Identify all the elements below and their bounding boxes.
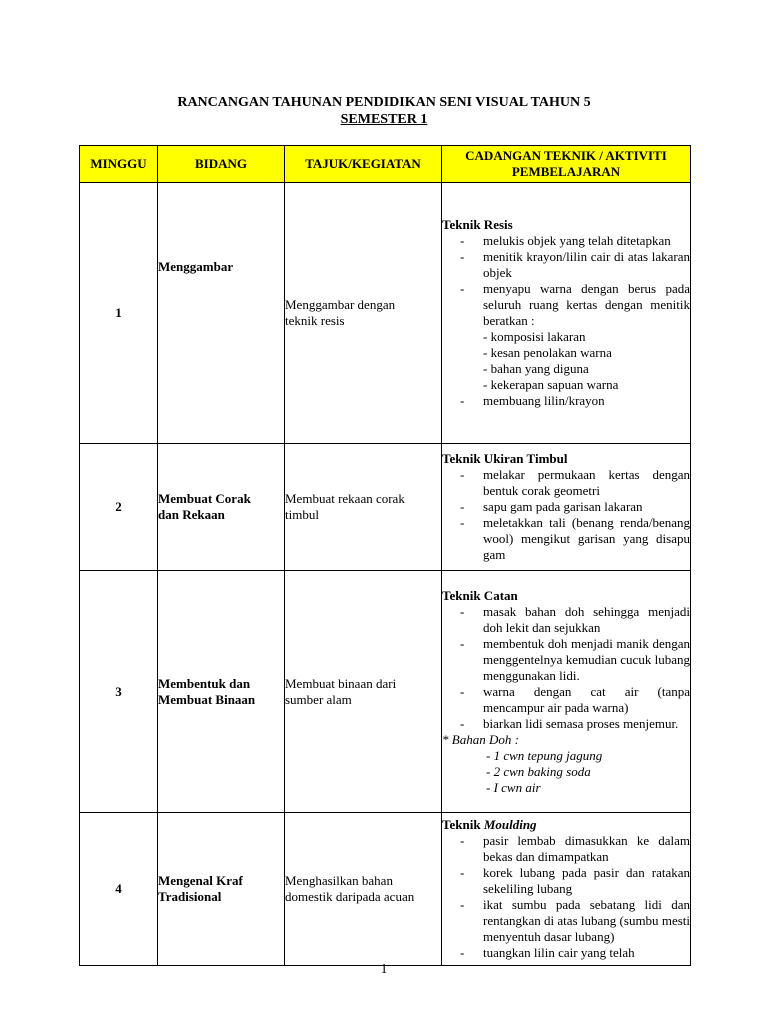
step-list xyxy=(442,604,690,732)
page-number: 1 xyxy=(380,962,388,977)
header-aktiviti: CADANGAN TEKNIK / AKTIVITI PEMBELAJARAN xyxy=(442,146,691,183)
tajuk-cell xyxy=(285,571,442,813)
teknik-label: Teknik xyxy=(442,817,484,832)
teknik-label: Teknik Resis xyxy=(442,217,513,232)
plan-table xyxy=(79,145,691,966)
list-item: - menitik krayon/lilin cair di atas lakaran objek xyxy=(460,249,690,280)
tajuk-text: Menggambar dengan teknik resis xyxy=(285,297,396,328)
step-list xyxy=(442,467,690,563)
table-row xyxy=(80,183,691,444)
tajuk-cell xyxy=(285,444,442,571)
list-item: - tuangkan lilin cair yang telah xyxy=(460,945,635,960)
list-item: - masak bahan doh sehingga menjadi doh lekit dan sejukkan xyxy=(460,603,690,635)
bidang-cell xyxy=(158,444,285,571)
list-item: - kesan penolakan warna xyxy=(483,345,612,360)
teknik-heading xyxy=(442,451,690,467)
list-item: - meletakkan tali (benang renda/benang wool) mengikut garisan yang disapu gam xyxy=(460,515,690,562)
sub-list xyxy=(483,329,690,393)
bidang-text: Membuat Corak dan Rekaan xyxy=(158,491,251,522)
ingredients-list xyxy=(442,748,690,796)
list-item: - menyapu warna dengan berus pada seluruh ruang kertas dengan menitik beratkan : - komposisi lakaran - kesan penolakan warna - bahan yang diguna - kekerapan sapuan warna xyxy=(460,281,690,392)
tajuk-cell xyxy=(285,183,442,444)
list-item: - membuang lilin/krayon xyxy=(460,393,605,408)
tajuk-text: Membuat rekaan corak timbul xyxy=(285,491,405,522)
minggu-cell: 2 xyxy=(80,444,158,571)
list-item: - membentuk doh menjadi manik dengan menggentelnya kemudian cucuk lubang menggunakan lidi. xyxy=(460,635,690,683)
header-minggu: MINGGU xyxy=(80,146,158,183)
bidang-text: Mengenal Kraf Tradisional xyxy=(158,873,243,904)
aktiviti-cell xyxy=(442,444,691,571)
bidang-cell xyxy=(158,813,285,966)
step-list xyxy=(442,833,690,961)
list-item: - kekerapan sapuan warna xyxy=(483,377,619,392)
list-item: - melukis objek yang telah ditetapkan xyxy=(460,233,671,248)
header-bidang: BIDANG xyxy=(158,146,285,183)
list-item: - pasir lembab dimasukkan ke dalam bekas dan dimampatkan xyxy=(460,833,690,864)
table-header-row xyxy=(80,146,691,183)
tajuk-text: Menghasilkan bahan domestik daripada acuan xyxy=(285,873,415,904)
list-item: - bahan yang diguna xyxy=(483,361,589,376)
bidang-cell xyxy=(158,183,285,444)
list-item: - ikat sumbu pada sebatang lidi dan rentangkan di atas lubang (sumbu mesti menyentuh dasar lubang) xyxy=(460,897,690,944)
table-row xyxy=(80,444,691,571)
list-item: - korek lubang pada pasir dan ratakan sekeliling lubang xyxy=(460,865,690,896)
ingredients-note: * Bahan Doh : xyxy=(442,731,519,747)
minggu-cell: 4 xyxy=(80,813,158,966)
list-item: - 2 cwn baking soda xyxy=(486,763,591,779)
teknik-heading xyxy=(442,217,690,233)
tajuk-text: Membuat binaan dari sumber alam xyxy=(285,675,397,707)
teknik-heading xyxy=(442,588,690,604)
bidang-text: Menggambar xyxy=(158,259,234,274)
list-item: - sapu gam pada garisan lakaran xyxy=(460,499,643,514)
document-subtitle: SEMESTER 1 xyxy=(340,112,428,127)
aktiviti-cell xyxy=(442,813,691,966)
table-row xyxy=(80,571,691,813)
teknik-italic: Moulding xyxy=(483,817,537,832)
document-title: RANCANGAN TAHUNAN PENDIDIKAN SENI VISUAL TAHUN 5 xyxy=(177,95,591,110)
teknik-label: Teknik Ukiran Timbul xyxy=(442,451,568,466)
minggu-cell: 3 xyxy=(80,571,158,813)
minggu-cell: 1 xyxy=(80,183,158,444)
step-list xyxy=(442,233,690,409)
teknik-heading xyxy=(442,817,690,833)
bidang-text: Membentuk dan Membuat Binaan xyxy=(158,675,256,707)
header-tajuk: TAJUK/KEGIATAN xyxy=(285,146,442,183)
list-item: - biarkan lidi semasa proses menjemur. xyxy=(460,715,679,731)
bidang-cell xyxy=(158,571,285,813)
aktiviti-cell xyxy=(442,571,691,813)
teknik-label: Teknik Catan xyxy=(442,587,518,603)
table-row xyxy=(80,813,691,966)
list-item: - 1 cwn tepung jagung xyxy=(486,747,603,763)
tajuk-cell xyxy=(285,813,442,966)
list-item: - I cwn air xyxy=(486,779,541,795)
list-item: - melakar permukaan kertas dengan bentuk corak geometri xyxy=(460,467,690,498)
list-item: - komposisi lakaran xyxy=(483,329,586,344)
aktiviti-cell xyxy=(442,183,691,444)
list-item: - warna dengan cat air (tanpa mencampur air pada warna) xyxy=(460,683,690,715)
